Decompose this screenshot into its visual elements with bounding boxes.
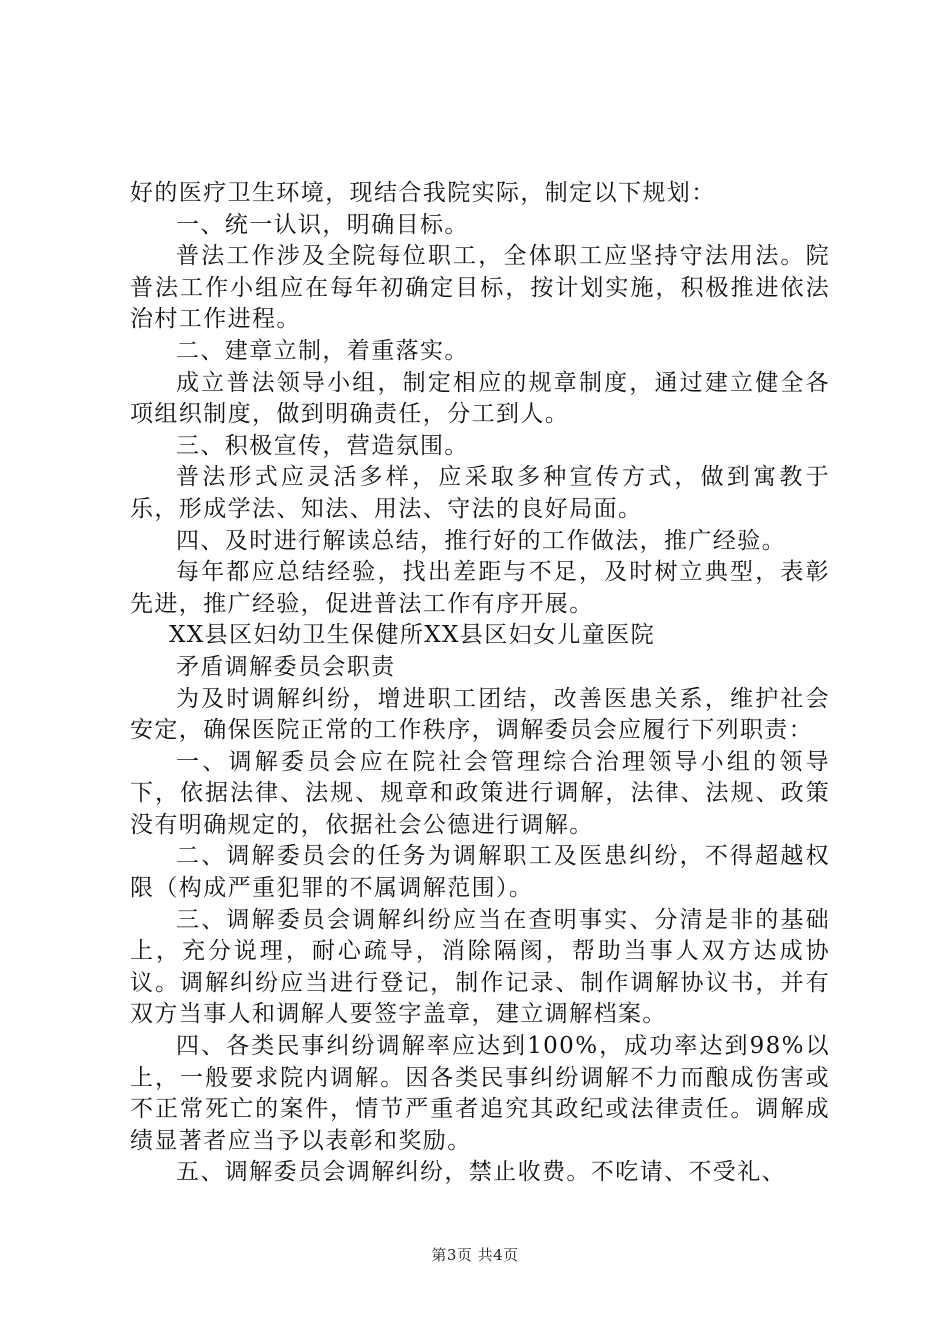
duty-item-2: 二、调解委员会的任务为调解职工及医患纠纷，不得超越权限（构成严重犯罪的不属调解范围）。 [130, 843, 830, 902]
paragraph: 为及时调解纠纷，增进职工团结，改善医患关系，维护社会安定，确保医院正常的工作秩序，调解委员会应履行下列职责： [130, 685, 830, 744]
page-number: 第3页 共4页 [431, 1246, 519, 1264]
section-heading-2: 二、建章立制，着重落实。 [176, 337, 469, 364]
duty-item-4: 四、各类民事纠纷调解率应达到100%，成功率达到98%以上，一般要求院内调解。因各类民事纠纷调解不力而酿成伤害或不正常死亡的案件，情节严重者追究其政纪或法律责任。调解成绩显著者应当予以表彰和奖励。 [130, 1033, 830, 1154]
section-heading-3: 三、积极宣传，营造氛围。 [176, 432, 469, 459]
duty-item-3: 三、调解委员会调解纠纷应当在查明事实、分清是非的基础上，充分说理，耐心疏导，消除隔阂，帮助当事人双方达成协议。调解纠纷应当进行登记，制作记录、制作调解协议书，并有双方当事人和调解人要签字盖章，建立调解档案。 [130, 906, 830, 1028]
page-footer [0, 1244, 950, 1265]
duty-item-5: 五、调解委员会调解纠纷，禁止收费。不吃请、不受礼、 [176, 1159, 786, 1186]
section-heading-4: 四、及时进行解读总结，推行好的工作做法，推广经验。 [176, 527, 786, 554]
document-body [130, 178, 830, 1189]
paragraph: 普法工作涉及全院每位职工，全体职工应坚持守法用法。院普法工作小组应在每年初确定目标，按计划实施，积极推进依法治村工作进程。 [130, 243, 830, 333]
paragraph: 每年都应总结经验，找出差距与不足，及时树立典型，表彰先进，推广经验，促进普法工作有序开展。 [130, 559, 830, 617]
organization-name: XX县区妇幼卫生保健所XX县区妇女儿童医院 [169, 622, 655, 649]
paragraph-continuation: 好的医疗卫生环境，现结合我院实际，制定以下规划： [130, 180, 716, 206]
paragraph: 成立普法领导小组，制定相应的规章制度，通过建立健全各项组织制度，做到明确责任，分工到人。 [130, 369, 830, 428]
duty-item-1: 一、调解委员会应在院社会管理综合治理领导小组的领导下，依据法律、法规、规章和政策进行调解，法律、法规、政策没有明确规定的，依据社会公德进行调解。 [130, 748, 830, 838]
section-heading-1: 一、统一认识，明确目标。 [176, 211, 469, 238]
paragraph: 普法形式应灵活多样，应采取多种宣传方式，做到寓教于乐，形成学法、知法、用法、守法的良好局面。 [130, 464, 830, 522]
document-title: 矛盾调解委员会职责 [176, 653, 396, 680]
